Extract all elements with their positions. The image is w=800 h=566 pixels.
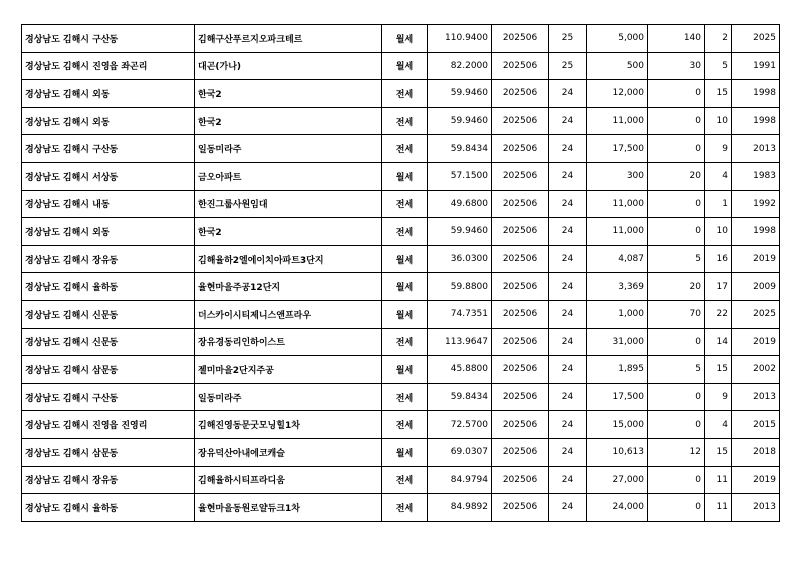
monthly-rent-cell: 20 — [648, 162, 705, 190]
built-year-cell: 2019 — [732, 328, 780, 356]
complex-name-cell: 더스카이시티제니스앤프라우 — [195, 300, 382, 328]
area-cell: 36.0300 — [428, 245, 492, 273]
built-year-cell: 1998 — [732, 80, 780, 108]
lease-type-cell: 월세 — [382, 245, 428, 273]
monthly-rent-cell: 0 — [648, 494, 705, 522]
address-cell: 경상남도 김해시 외동 — [22, 80, 195, 108]
contract-month-cell: 202506 — [492, 383, 549, 411]
area-cell: 59.8434 — [428, 135, 492, 163]
contract-month-cell: 202506 — [492, 328, 549, 356]
floor-cell: 10 — [705, 218, 732, 246]
area-cell: 82.2000 — [428, 52, 492, 80]
area-cell: 74.7351 — [428, 300, 492, 328]
complex-name-cell: 장유덕산아내에코캐슬 — [195, 438, 382, 466]
table-row — [22, 107, 780, 135]
lease-type-cell: 전세 — [382, 190, 428, 218]
table-row — [22, 80, 780, 108]
deposit-cell: 12,000 — [587, 80, 648, 108]
built-year-cell: 2025 — [732, 300, 780, 328]
deposit-cell: 11,000 — [587, 107, 648, 135]
table-row — [22, 162, 780, 190]
contract-month-cell: 202506 — [492, 135, 549, 163]
address-cell: 경상남도 김해시 삼문동 — [22, 438, 195, 466]
monthly-rent-cell: 5 — [648, 356, 705, 384]
table-row — [22, 383, 780, 411]
contract-day-cell: 24 — [549, 245, 587, 273]
floor-cell: 11 — [705, 466, 732, 494]
floor-cell: 15 — [705, 356, 732, 384]
floor-cell: 15 — [705, 80, 732, 108]
contract-day-cell: 24 — [549, 494, 587, 522]
deposit-cell: 1,895 — [587, 356, 648, 384]
built-year-cell: 1998 — [732, 107, 780, 135]
address-cell: 경상남도 김해시 장유동 — [22, 466, 195, 494]
contract-day-cell: 24 — [549, 162, 587, 190]
contract-day-cell: 24 — [549, 273, 587, 301]
table-row — [22, 52, 780, 80]
monthly-rent-cell: 0 — [648, 218, 705, 246]
floor-cell: 5 — [705, 52, 732, 80]
floor-cell: 4 — [705, 162, 732, 190]
address-cell: 경상남도 김해시 진영읍 진영리 — [22, 411, 195, 439]
floor-cell: 2 — [705, 25, 732, 53]
area-cell: 59.9460 — [428, 80, 492, 108]
contract-day-cell: 24 — [549, 356, 587, 384]
floor-cell: 22 — [705, 300, 732, 328]
address-cell: 경상남도 김해시 삼문동 — [22, 356, 195, 384]
built-year-cell: 2013 — [732, 383, 780, 411]
floor-cell: 11 — [705, 494, 732, 522]
complex-name-cell: 김해진영동문굿모닝힐1차 — [195, 411, 382, 439]
monthly-rent-cell: 0 — [648, 107, 705, 135]
monthly-rent-cell: 0 — [648, 466, 705, 494]
floor-cell: 9 — [705, 383, 732, 411]
deposit-cell: 300 — [587, 162, 648, 190]
lease-type-cell: 전세 — [382, 328, 428, 356]
deposit-cell: 31,000 — [587, 328, 648, 356]
floor-cell: 1 — [705, 190, 732, 218]
built-year-cell: 2013 — [732, 494, 780, 522]
monthly-rent-cell: 70 — [648, 300, 705, 328]
lease-type-cell: 월세 — [382, 356, 428, 384]
floor-cell: 10 — [705, 107, 732, 135]
area-cell: 72.5700 — [428, 411, 492, 439]
contract-day-cell: 24 — [549, 300, 587, 328]
contract-month-cell: 202506 — [492, 162, 549, 190]
lease-type-cell: 월세 — [382, 25, 428, 53]
complex-name-cell: 김해율하시티프라디움 — [195, 466, 382, 494]
table-row — [22, 411, 780, 439]
complex-name-cell: 김해율하2엘에이치아파트3단지 — [195, 245, 382, 273]
complex-name-cell: 일동미라주 — [195, 135, 382, 163]
contract-month-cell: 202506 — [492, 80, 549, 108]
deposit-cell: 17,500 — [587, 135, 648, 163]
address-cell: 경상남도 김해시 구산동 — [22, 383, 195, 411]
contract-month-cell: 202506 — [492, 218, 549, 246]
contract-day-cell: 24 — [549, 218, 587, 246]
area-cell: 57.1500 — [428, 162, 492, 190]
lease-type-cell: 월세 — [382, 273, 428, 301]
contract-day-cell: 24 — [549, 466, 587, 494]
contract-month-cell: 202506 — [492, 438, 549, 466]
built-year-cell: 2019 — [732, 245, 780, 273]
area-cell: 110.9400 — [428, 25, 492, 53]
complex-name-cell: 한국2 — [195, 218, 382, 246]
built-year-cell: 2013 — [732, 135, 780, 163]
deposit-cell: 10,613 — [587, 438, 648, 466]
built-year-cell: 2015 — [732, 411, 780, 439]
complex-name-cell: 한국2 — [195, 80, 382, 108]
contract-month-cell: 202506 — [492, 245, 549, 273]
deposit-cell: 5,000 — [587, 25, 648, 53]
complex-name-cell: 한진그룹사원임대 — [195, 190, 382, 218]
contract-day-cell: 24 — [549, 135, 587, 163]
contract-day-cell: 24 — [549, 80, 587, 108]
contract-month-cell: 202506 — [492, 190, 549, 218]
area-cell: 84.9794 — [428, 466, 492, 494]
deposit-cell: 17,500 — [587, 383, 648, 411]
document-page — [21, 24, 780, 522]
lease-type-cell: 전세 — [382, 135, 428, 163]
built-year-cell: 2019 — [732, 466, 780, 494]
built-year-cell: 1991 — [732, 52, 780, 80]
complex-name-cell: 대곤(가나) — [195, 52, 382, 80]
area-cell: 59.9460 — [428, 107, 492, 135]
lease-type-cell: 월세 — [382, 162, 428, 190]
complex-name-cell: 한국2 — [195, 107, 382, 135]
deposit-cell: 500 — [587, 52, 648, 80]
address-cell: 경상남도 김해시 율하동 — [22, 273, 195, 301]
table-row — [22, 273, 780, 301]
contract-day-cell: 25 — [549, 52, 587, 80]
deposit-cell: 1,000 — [587, 300, 648, 328]
lease-type-cell: 월세 — [382, 438, 428, 466]
deposit-cell: 11,000 — [587, 190, 648, 218]
contract-month-cell: 202506 — [492, 494, 549, 522]
lease-type-cell: 전세 — [382, 107, 428, 135]
deposit-cell: 27,000 — [587, 466, 648, 494]
built-year-cell: 1983 — [732, 162, 780, 190]
area-cell: 113.9647 — [428, 328, 492, 356]
address-cell: 경상남도 김해시 진영읍 좌곤리 — [22, 52, 195, 80]
monthly-rent-cell: 140 — [648, 25, 705, 53]
monthly-rent-cell: 0 — [648, 80, 705, 108]
address-cell: 경상남도 김해시 외동 — [22, 218, 195, 246]
area-cell: 69.0307 — [428, 438, 492, 466]
built-year-cell: 2009 — [732, 273, 780, 301]
deposit-cell: 11,000 — [587, 218, 648, 246]
lease-type-cell: 월세 — [382, 52, 428, 80]
monthly-rent-cell: 12 — [648, 438, 705, 466]
monthly-rent-cell: 5 — [648, 245, 705, 273]
lease-type-cell: 전세 — [382, 494, 428, 522]
complex-name-cell: 김해구산푸르지오파크테르 — [195, 25, 382, 53]
deposit-cell: 24,000 — [587, 494, 648, 522]
table-row — [22, 438, 780, 466]
lease-type-cell: 전세 — [382, 80, 428, 108]
address-cell: 경상남도 김해시 장유동 — [22, 245, 195, 273]
address-cell: 경상남도 김해시 신문동 — [22, 328, 195, 356]
lease-type-cell: 월세 — [382, 300, 428, 328]
monthly-rent-cell: 30 — [648, 52, 705, 80]
lease-type-cell: 전세 — [382, 218, 428, 246]
floor-cell: 9 — [705, 135, 732, 163]
complex-name-cell: 일동미라주 — [195, 383, 382, 411]
address-cell: 경상남도 김해시 서상동 — [22, 162, 195, 190]
built-year-cell: 2018 — [732, 438, 780, 466]
table-row — [22, 25, 780, 53]
table-row — [22, 135, 780, 163]
table-body — [22, 25, 780, 522]
contract-day-cell: 24 — [549, 328, 587, 356]
area-cell: 49.6800 — [428, 190, 492, 218]
contract-month-cell: 202506 — [492, 52, 549, 80]
contract-day-cell: 24 — [549, 411, 587, 439]
table-row — [22, 245, 780, 273]
monthly-rent-cell: 0 — [648, 383, 705, 411]
contract-day-cell: 24 — [549, 107, 587, 135]
address-cell: 경상남도 김해시 내동 — [22, 190, 195, 218]
built-year-cell: 1992 — [732, 190, 780, 218]
area-cell: 84.9892 — [428, 494, 492, 522]
contract-month-cell: 202506 — [492, 25, 549, 53]
contract-day-cell: 24 — [549, 383, 587, 411]
floor-cell: 15 — [705, 438, 732, 466]
deposit-cell: 4,087 — [587, 245, 648, 273]
transaction-table — [21, 24, 780, 522]
monthly-rent-cell: 20 — [648, 273, 705, 301]
contract-day-cell: 24 — [549, 190, 587, 218]
table-row — [22, 300, 780, 328]
lease-type-cell: 전세 — [382, 411, 428, 439]
complex-name-cell: 율현마을동원로얄듀크1차 — [195, 494, 382, 522]
complex-name-cell: 젤미마을2단지주공 — [195, 356, 382, 384]
monthly-rent-cell: 0 — [648, 411, 705, 439]
deposit-cell: 3,369 — [587, 273, 648, 301]
table-row — [22, 466, 780, 494]
area-cell: 59.8800 — [428, 273, 492, 301]
area-cell: 59.9460 — [428, 218, 492, 246]
address-cell: 경상남도 김해시 구산동 — [22, 25, 195, 53]
floor-cell: 4 — [705, 411, 732, 439]
built-year-cell: 1998 — [732, 218, 780, 246]
monthly-rent-cell: 0 — [648, 190, 705, 218]
lease-type-cell: 전세 — [382, 466, 428, 494]
lease-type-cell: 전세 — [382, 383, 428, 411]
table-row — [22, 218, 780, 246]
complex-name-cell: 금오아파트 — [195, 162, 382, 190]
address-cell: 경상남도 김해시 외동 — [22, 107, 195, 135]
floor-cell: 14 — [705, 328, 732, 356]
address-cell: 경상남도 김해시 구산동 — [22, 135, 195, 163]
monthly-rent-cell: 0 — [648, 328, 705, 356]
built-year-cell: 2025 — [732, 25, 780, 53]
monthly-rent-cell: 0 — [648, 135, 705, 163]
complex-name-cell: 율현마을주공12단지 — [195, 273, 382, 301]
contract-day-cell: 25 — [549, 25, 587, 53]
table-row — [22, 328, 780, 356]
contract-month-cell: 202506 — [492, 466, 549, 494]
contract-month-cell: 202506 — [492, 107, 549, 135]
complex-name-cell: 장유경동리인하이스트 — [195, 328, 382, 356]
contract-month-cell: 202506 — [492, 411, 549, 439]
floor-cell: 16 — [705, 245, 732, 273]
contract-month-cell: 202506 — [492, 356, 549, 384]
contract-month-cell: 202506 — [492, 273, 549, 301]
table-row — [22, 494, 780, 522]
area-cell: 45.8800 — [428, 356, 492, 384]
contract-month-cell: 202506 — [492, 300, 549, 328]
table-row — [22, 356, 780, 384]
address-cell: 경상남도 김해시 율하동 — [22, 494, 195, 522]
address-cell: 경상남도 김해시 신문동 — [22, 300, 195, 328]
built-year-cell: 2002 — [732, 356, 780, 384]
contract-day-cell: 24 — [549, 438, 587, 466]
area-cell: 59.8434 — [428, 383, 492, 411]
deposit-cell: 15,000 — [587, 411, 648, 439]
table-row — [22, 190, 780, 218]
floor-cell: 17 — [705, 273, 732, 301]
